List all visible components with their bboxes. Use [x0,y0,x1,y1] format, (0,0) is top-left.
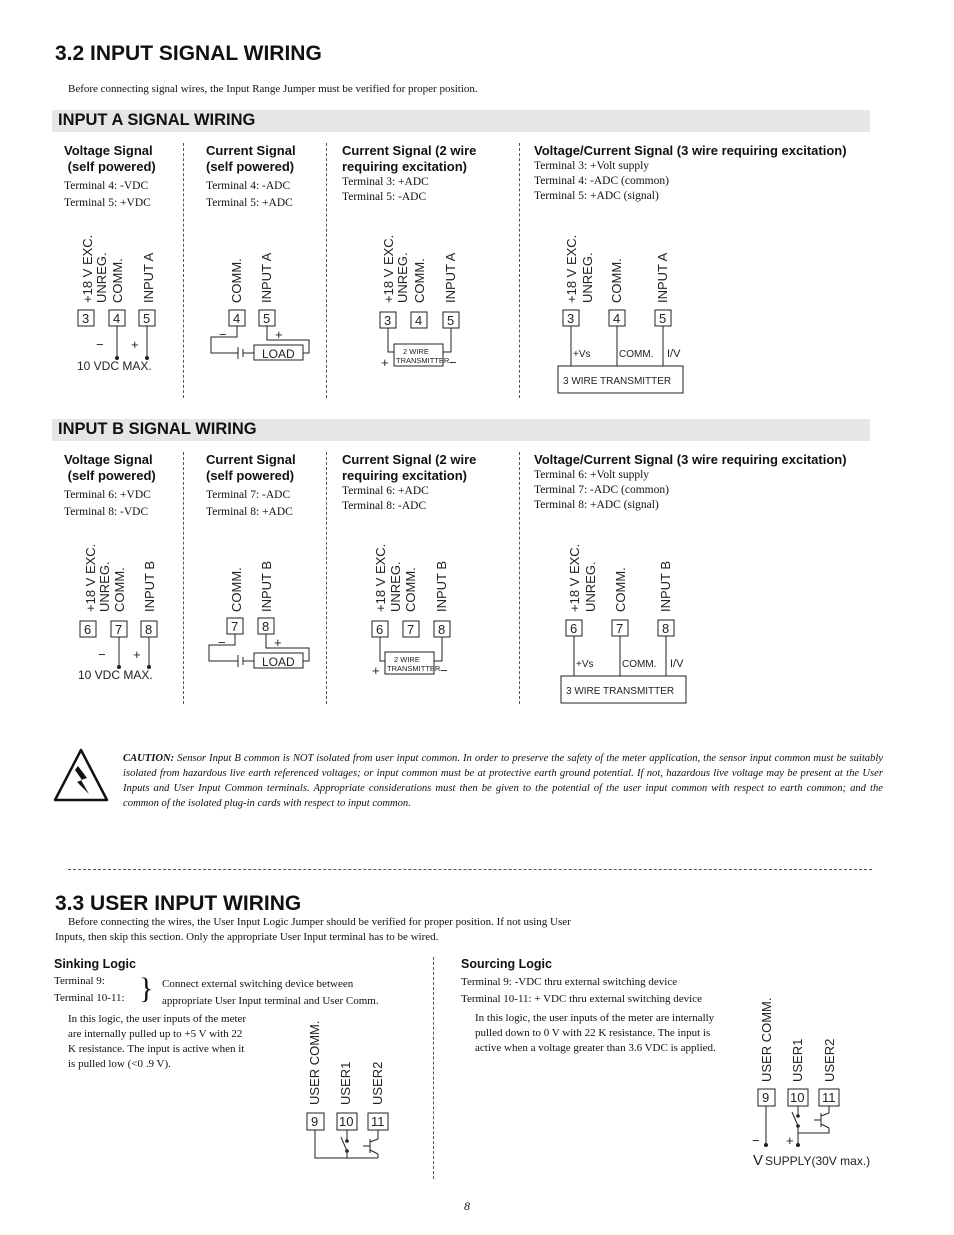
label-unreg: UNREG. [395,252,410,303]
sourcing-wiring-diagram [745,985,890,1170]
text-line: are internally pulled up to +5 V with 22 [68,1028,243,1040]
label-input: INPUT A [141,252,156,303]
label-unreg: UNREG. [97,561,112,612]
terminal-line: Terminal 8: +ADC [206,506,293,518]
label-input: INPUT A [259,252,274,303]
label-user1: USER1 [338,1061,353,1105]
col-heading: Current Signal (2 wire [342,143,477,158]
minus-sign: − [449,355,457,370]
label-input: INPUT B [434,560,449,612]
brace: } [139,972,154,1005]
col-heading: (self powered) [206,159,295,174]
label-exc: +18 V EXC. [564,234,579,303]
terminal-5: 5 [447,313,455,328]
section-divider [68,869,872,870]
tx2-label: 2 WIRE [403,347,429,356]
section-3-3-intro: Inputs, then skip this section. Only the appropriate User Input terminal has to be wired. [55,931,439,943]
label-comm: COMM. [613,567,628,612]
col-heading: Voltage/Current Signal (3 wire requiring excitation) [534,143,847,158]
sinking-note: Connect external switching device between [162,978,354,990]
input-b-col2 [206,452,296,520]
terminal-8: 8 [262,619,270,634]
terminal-line: Terminal 5: +ADC [206,197,293,209]
text-line: pulled down to 0 V with 22 K resistance. The input is [475,1027,711,1039]
supply-label: SUPPLY(30V max.) [765,1154,871,1168]
page-number: 8 [464,1199,470,1213]
terminal-line: Terminal 6: +Volt supply [534,469,650,481]
load-label: LOAD [262,655,295,669]
high-voltage-warning-icon [53,748,109,803]
input-a-col3 [342,143,476,205]
input-b-heading: INPUT B SIGNAL WIRING [58,420,257,438]
col-heading: Voltage Signal [64,143,153,158]
sinking-note: appropriate User Input terminal and User Comm. [162,995,379,1007]
label-comm: COMM. [412,258,427,303]
section-3-2-title: 3.2 INPUT SIGNAL WIRING [55,42,322,65]
terminal-4: 4 [613,311,621,326]
supply-v-label: V [753,1152,764,1169]
terminal-3: 3 [82,311,90,326]
label-input: INPUT B [259,560,274,612]
text-line: is pulled low (<0 .9 V). [68,1058,171,1070]
col-heading: requiring excitation) [342,468,467,483]
input-b-col4 [534,452,847,513]
plus-sign: + [372,663,380,678]
iv-label: I/V [670,658,684,670]
sourcing-description [475,1011,716,1056]
input-a-col4 [534,143,847,204]
iv-label: I/V [667,348,681,360]
label-input: INPUT B [658,560,673,612]
tx3-label: 3 WIRE TRANSMITTER [566,686,675,697]
terminal-line: Terminal 8: -VDC [64,506,149,518]
section-3-3-intro: Before connecting the wires, the User Input Logic Jumper should be verified for proper position. If not using User [68,916,571,928]
vs-label: +Vs [576,659,594,670]
comm-label: COMM. [622,659,657,670]
tx2-label: 2 WIRE [394,655,420,664]
input-a-col1 [64,143,156,211]
input-a-band [52,110,870,132]
terminal-5: 5 [263,311,271,326]
input-a-wiring-diagrams [0,210,954,405]
plus-sign: + [786,1133,794,1148]
label-exc: +18 V EXC. [80,234,95,303]
terminal-line: Terminal 4: -ADC [206,180,291,192]
col-heading: Voltage/Current Signal (3 wire requiring excitation) [534,452,847,467]
label-unreg: UNREG. [580,252,595,303]
terminal-10: 10 [339,1114,354,1129]
terminal-line: Terminal 8: -ADC [342,500,427,512]
label-user-comm: USER COMM. [759,997,774,1082]
col-heading: requiring excitation) [342,159,467,174]
sinking-description [68,1012,246,1072]
input-b-band [52,419,870,441]
tx2-label: TRANSMITTER [396,356,450,365]
label-unreg: UNREG. [388,561,403,612]
label-exc: +18 V EXC. [567,543,582,612]
load-label: LOAD [262,347,295,361]
sinking-wiring-diagram [290,1005,400,1175]
terminal-3: 3 [384,313,392,328]
terminal-10: 10 [790,1090,805,1105]
input-b-col1 [64,452,156,520]
terminal-4: 4 [113,311,121,326]
terminal-3: 3 [567,311,575,326]
vs-label: +Vs [573,349,591,360]
plus-sign: + [133,647,141,662]
caution-label: CAUTION: [123,753,175,764]
plus-sign: + [275,327,283,342]
section-3-2-intro: Before connecting signal wires, the Input Range Jumper must be verified for proper position. [68,83,478,95]
text-line: In this logic, the user inputs of the meter are internally [475,1012,715,1024]
terminal-7: 7 [115,622,123,637]
label-exc: +18 V EXC. [373,543,388,612]
label-comm: COMM. [110,258,125,303]
minus-sign: − [98,647,106,662]
terminal-line: Terminal 3: +Volt supply [534,160,650,172]
plus-sign: + [381,355,389,370]
text-line: K resistance. The input is active when it [68,1043,245,1055]
vdc-max-label: 10 VDC MAX. [78,668,153,682]
label-input: INPUT A [655,252,670,303]
terminal-line: Terminal 4: -VDC [64,180,149,192]
minus-sign: − [440,663,448,678]
input-b-wiring-diagrams [0,519,954,714]
terminal-line: Terminal 5: -ADC [342,191,427,203]
tx3-label: 3 WIRE TRANSMITTER [563,376,672,387]
label-comm: COMM. [229,258,244,303]
label-unreg: UNREG. [583,561,598,612]
minus-sign: − [219,327,227,342]
minus-sign: − [96,337,104,352]
minus-sign: − [752,1133,760,1148]
terminal-6: 6 [570,621,578,636]
col-heading: Current Signal [206,143,296,158]
col-heading: Current Signal [206,452,296,467]
col-heading: (self powered) [64,159,156,174]
terminal-line: Terminal 6: +ADC [342,485,429,497]
label-input: INPUT A [443,252,458,303]
label-unreg: UNREG. [94,252,109,303]
terminal-line: Terminal 6: +VDC [64,489,151,501]
label-user-comm: USER COMM. [307,1020,322,1105]
text-line: In this logic, the user inputs of the meter [68,1013,247,1025]
label-input: INPUT B [142,560,157,612]
sinking-logic-title: Sinking Logic [54,957,136,971]
label-comm: COMM. [609,258,624,303]
terminal-6: 6 [376,622,384,637]
label-comm: COMM. [229,567,244,612]
terminal-9: 9 [311,1114,319,1129]
label-user2: USER2 [822,1038,837,1082]
terminal-line: Terminal 5: +VDC [64,197,151,209]
sourcing-terminal-line: Terminal 9: -VDC thru external switching device [461,976,678,988]
label-comm: COMM. [112,567,127,612]
terminal-11: 11 [371,1114,385,1129]
terminal-line: Terminal 4: -ADC (common) [534,175,669,187]
terminal-line: Terminal 8: +ADC (signal) [534,499,659,511]
terminal-8: 8 [145,622,153,637]
label-exc: +18 V EXC. [381,234,396,303]
terminal-4: 4 [233,311,241,326]
label-exc: +18 V EXC. [83,543,98,612]
terminal-5: 5 [659,311,667,326]
sourcing-terminal-line: Terminal 10-11: + VDC thru external switching device [461,993,702,1005]
text-line: active when a voltage greater than 3.6 VDC is applied. [475,1042,716,1054]
terminal-7: 7 [231,619,239,634]
sourcing-logic-title: Sourcing Logic [461,957,552,971]
terminal-line: Terminal 3: +ADC [342,176,429,188]
comm-label: COMM. [619,349,654,360]
terminal-5: 5 [143,311,151,326]
sinking-terminal-line: Terminal 10-11: [54,992,125,1004]
terminal-line: Terminal 7: -ADC (common) [534,484,669,496]
caution-text: Sensor Input B common is NOT isolated from user input common. In order to preserve the safety of the meter application, the sensor input common must be suitably isolated from hazardous live earth referenced voltages; or input common must be at protective earth ground potential. If not, hazardous live voltage may be present at the User Inputs and User Input Common terminals. Appropriate considerations must then be given to the potential of the user input common with respect to earth common; and the common of the isolated plug-in cards with respect to input common. [123,753,883,809]
input-a-col2 [206,143,296,211]
terminal-8: 8 [662,621,670,636]
plus-sign: + [131,337,139,352]
label-comm: COMM. [403,567,418,612]
minus-sign: − [218,635,226,650]
section-3-3-title: 3.3 USER INPUT WIRING [55,892,302,915]
terminal-7: 7 [616,621,624,636]
col-heading: (self powered) [206,468,295,483]
caution-paragraph [123,751,883,811]
terminal-6: 6 [84,622,92,637]
terminal-4: 4 [415,313,423,328]
label-user2: USER2 [370,1061,385,1105]
col-heading: Voltage Signal [64,452,153,467]
plus-sign: + [274,635,282,650]
terminal-11: 11 [822,1090,836,1105]
terminal-7: 7 [407,622,415,637]
tx2-label: TRANSMITTER [387,664,441,673]
terminal-8: 8 [438,622,446,637]
input-b-col3 [342,452,476,514]
col-heading: (self powered) [64,468,156,483]
terminal-line: Terminal 7: -ADC [206,489,291,501]
vdc-max-label: 10 VDC MAX. [77,359,152,373]
input-a-heading: INPUT A SIGNAL WIRING [58,111,256,129]
col-heading: Current Signal (2 wire [342,452,477,467]
sinking-terminal-line: Terminal 9: [54,975,105,987]
column-divider [433,957,434,1179]
label-user1: USER1 [790,1038,805,1082]
terminal-line: Terminal 5: +ADC (signal) [534,190,659,202]
terminal-9: 9 [762,1090,770,1105]
